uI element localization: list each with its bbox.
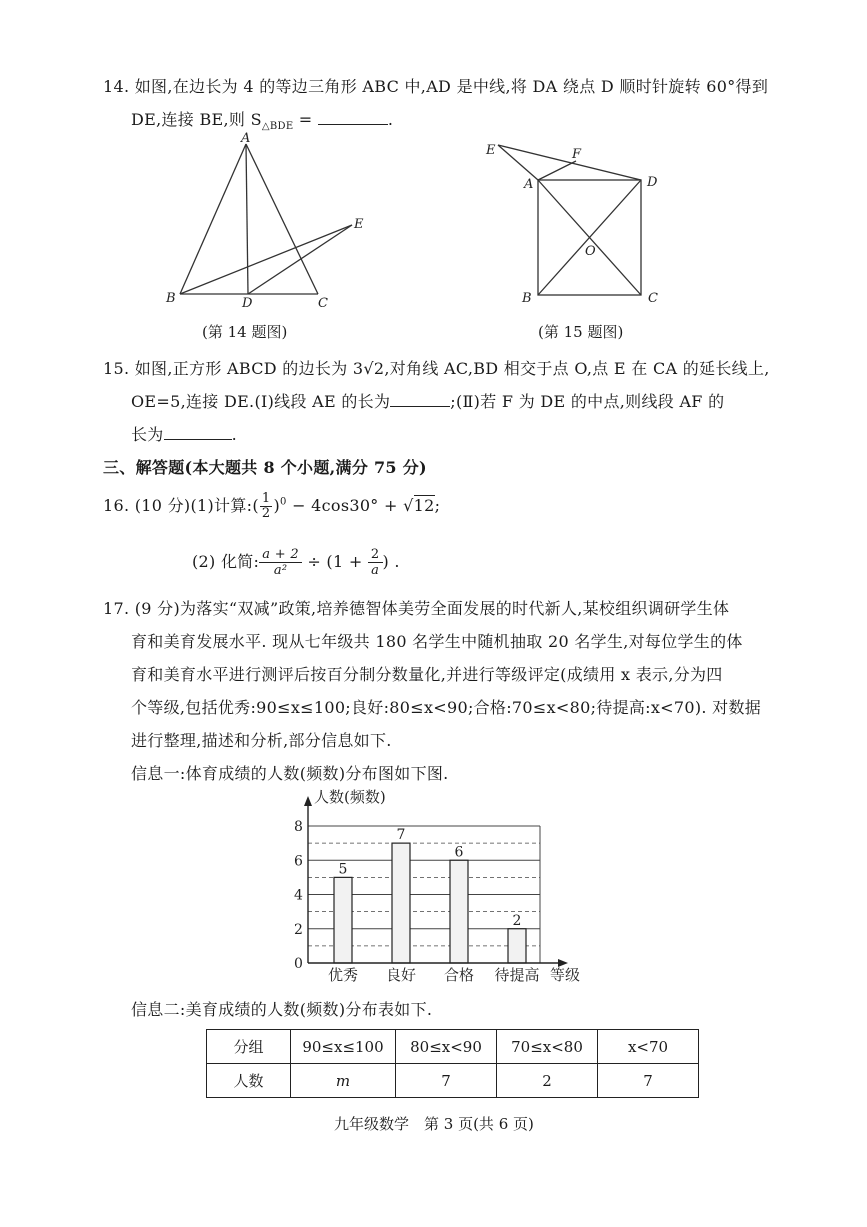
bar-value-label: 7 [396,827,406,844]
q15-text-line2b: ;(Ⅱ)若 F 为 DE 的中点,则线段 AF 的 [450,392,725,411]
table-cell: 80≤x<90 [396,1030,497,1064]
label-c: C [318,296,328,311]
q14-caption: (第 14 题图) [202,323,288,341]
table-cell: 90≤x≤100 [291,1030,396,1064]
label-e: E [354,217,364,232]
table-cell: 7 [598,1064,699,1098]
q14-line1 [103,74,768,97]
q17-info1: 信息一:体育成绩的人数(频数)分布图如下图. [131,764,449,783]
segment-de [248,225,352,294]
table-header-row [207,1030,699,1064]
q14-number: 14. [103,77,130,96]
q16-fraction-3 [368,547,383,578]
table-cell: 人数 [207,1064,291,1098]
label-d: D [242,296,253,311]
figure-14 [160,132,380,312]
chart-x-axis-label: 等级 [550,966,581,984]
q16-part2-label: (2) 化简: [192,552,260,571]
q15-line1 [103,356,770,379]
bar-value-label: 6 [454,844,464,861]
bar-value-label: 5 [338,861,348,878]
art-score-frequency-table [206,1029,699,1098]
label-b: B [166,291,176,306]
y-tick-label: 8 [294,819,303,835]
q16-part1-label: (10 分)(1)计算: [134,496,253,515]
q16-paren-open: ( [252,496,259,515]
q15-text-line2a: OE=5,连接 DE.(Ⅰ)线段 AE 的长为 [131,392,391,411]
label-d: D [647,175,658,190]
table-cell: 7 [396,1064,497,1098]
sports-score-bar-chart [282,786,592,986]
q15-answer-blank-1[interactable] [390,390,450,407]
q16-frac3-den: a [371,563,380,578]
q16-fraction [260,492,273,521]
segment-ed [498,145,641,180]
q16-sqrt-arg: 12 [413,496,435,515]
q17-line4: 个等级,包括优秀:90≤x≤100;良好:80≤x<90;合格:70≤x<80;待提高:x<70). 对数据 [131,698,762,717]
label-a: A [241,132,251,146]
q16-frac2-den: a² [273,563,288,578]
q17-line5: 进行整理,描述和分析,部分信息如下. [131,731,392,750]
q16-part1 [103,492,440,521]
x-tick-label: 良好 [385,966,417,984]
q15-answer-blank-2[interactable] [164,423,232,440]
segment-af [538,161,576,180]
table-cell: x<70 [598,1030,699,1064]
q16-fraction-2 [259,547,302,578]
q15-number: 15. [103,359,130,378]
segment-ad [246,144,248,294]
table-cell: 分组 [207,1030,291,1064]
q14-answer-blank[interactable] [318,108,388,125]
q14-area-subscript: △BDE [261,121,294,133]
q15-text-line3a: 长为 [131,425,164,444]
chart-bars [328,827,540,984]
q15-caption: (第 15 题图) [538,323,624,341]
bar [392,843,410,963]
q15-period: . [231,425,237,444]
x-tick-label: 优秀 [327,966,359,984]
label-c: C [648,291,658,306]
table-cell: 70≤x<80 [497,1030,598,1064]
q17-line3: 育和美育水平进行测评后按百分制分数量化,并进行等级评定(成绩用 x 表示,分为四 [131,665,723,684]
y-tick-label: 4 [294,887,303,904]
q16-frac-den: 2 [261,506,271,521]
table-cell: 2 [497,1064,598,1098]
table-cell: m [291,1064,396,1098]
q16-frac-num: 1 [261,491,271,506]
section3-heading: 三、解答题(本大题共 8 个小题,满分 75 分) [103,458,427,477]
label-f: F [572,147,582,162]
bar-value-label: 2 [512,912,522,929]
label-o: O [585,244,596,259]
q15-text-line1: 如图,正方形 ABCD 的边长为 3√2,对角线 AC,BD 相交于点 O,点 E 在 CA 的延长线上, [134,359,770,378]
y-axis-arrow [304,796,312,806]
bar [508,929,526,963]
q14-period: . [387,110,394,129]
q16-part2 [192,547,400,578]
bar [334,877,352,963]
q15-line2 [131,389,724,412]
q16-part2-mid: ÷ (1 + [301,552,368,571]
q16-frac2-num: a + 2 [259,547,302,563]
q15-line3 [131,422,237,445]
chart-y-axis-label: 人数(频数) [314,788,386,806]
figure-15 [482,134,682,310]
q17-number: 17. [103,599,130,618]
y-tick-label: 2 [294,921,303,938]
q14-line2 [131,107,393,132]
q14-equals: = [293,110,318,129]
q14-text-line1: 如图,在边长为 4 的等边三角形 ABC 中,AD 是中线,将 DA 绕点 D 顺时针旋转 60°得到 [134,77,769,96]
q16-exponent: 0 [280,496,287,508]
q16-part1-end: ; [434,496,441,515]
table-row [207,1064,699,1098]
x-tick-label: 合格 [443,966,475,984]
label-a: A [524,177,534,192]
q16-part1-rest: − 4cos30° + [286,496,404,515]
q16-part2-end: ) . [382,552,400,571]
y-tick-label: 6 [294,853,303,870]
q16-paren-close: ) [273,496,281,515]
q17-text-line1: (9 分)为落实“双减”政策,培养德智体美劳全面发展的时代新人,某校组织调研学生体 [134,599,730,618]
bar [450,860,468,963]
q17-line1 [103,596,729,619]
page-footer: 九年级数学 第 3 页(共 6 页) [334,1115,534,1133]
label-e: E [486,143,496,158]
q17-line2: 育和美育发展水平. 现从七年级共 180 名学生中随机抽取 20 名学生,对每位学生的体 [131,632,743,651]
x-tick-label: 待提高 [494,966,540,984]
q17-info2: 信息二:美育成绩的人数(频数)分布表如下. [131,1000,433,1019]
y-tick-label: 0 [294,956,303,972]
sqrt-symbol: √ [403,496,414,515]
q16-number: 16. [103,496,130,515]
label-b: B [522,291,532,306]
q14-text-line2: DE,连接 BE,则 S [131,110,262,129]
q16-frac3-num: 2 [368,547,383,563]
